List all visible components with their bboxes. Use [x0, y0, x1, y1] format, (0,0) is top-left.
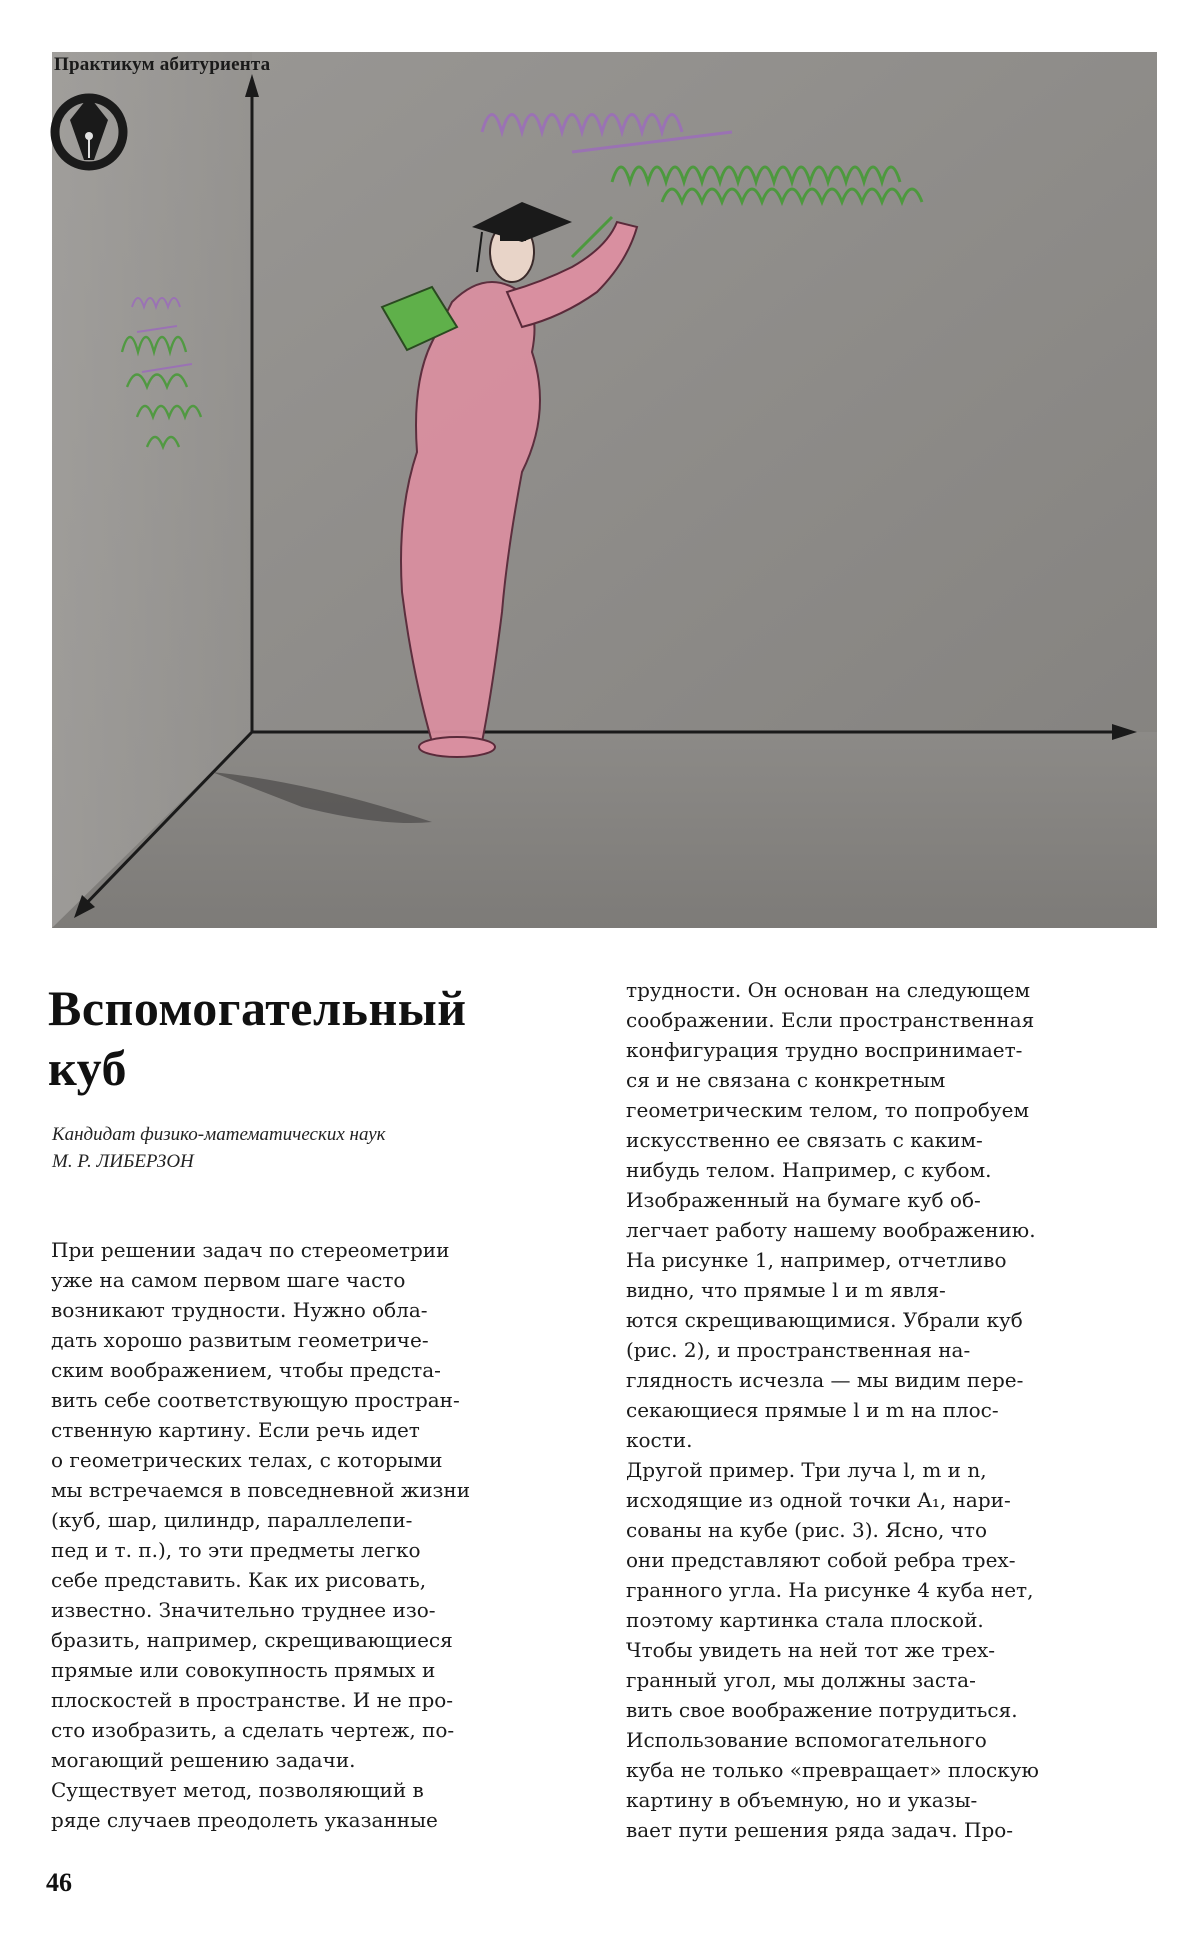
text-line: геометрическим телом, то попробуем: [626, 1098, 1030, 1122]
text-line: легчает работу нашему воображению.: [626, 1218, 1036, 1242]
text-line: куба не только «превращает» плоскую: [626, 1758, 1039, 1782]
text-line: гранный угол, мы должны заста-: [626, 1668, 976, 1692]
text-line: (рис. 2), и пространственная на-: [626, 1338, 971, 1362]
text-line: дать хорошо развитым геометриче-: [51, 1328, 429, 1352]
author-degree: Кандидат физико-математических наук: [52, 1124, 386, 1145]
text-line: уже на самом первом шаге часто: [51, 1268, 406, 1292]
text-line: Существует метод, позволяющий в: [51, 1778, 424, 1802]
pen-nib-emblem-icon: [50, 88, 128, 172]
text-line: о геометрических телах, с которыми: [51, 1448, 443, 1472]
text-line: искусственно ее связать с каким-: [626, 1128, 983, 1152]
text-line: глядность исчезла — мы видим пере-: [626, 1368, 1024, 1392]
text-line: поэтому картинка стала плоской.: [626, 1608, 984, 1632]
page-number: 46: [46, 1868, 72, 1897]
text-line: видно, что прямые l и m явля-: [626, 1278, 946, 1302]
text-line: бразить, например, скрещивающиеся: [51, 1628, 453, 1652]
text-line: конфигурация трудно воспринимает-: [626, 1038, 1023, 1062]
text-line: ются скрещивающимися. Убрали куб: [626, 1308, 1023, 1332]
text-line: ся и не связана с конкретным: [626, 1068, 946, 1092]
article-title: [48, 978, 568, 1098]
text-line: прямые или совокупность прямых и: [51, 1658, 436, 1682]
text-line: сто изобразить, а сделать чертеж, по-: [51, 1718, 455, 1742]
section-rubric: Практикум абитуриента: [54, 54, 271, 75]
text-line: гранного угла. На рисунке 4 куба нет,: [626, 1578, 1034, 1602]
author-name: М. Р. ЛИБЕРЗОН: [52, 1151, 194, 1172]
text-line: известно. Значительно труднее изо-: [51, 1598, 436, 1622]
text-line: исходящие из одной точки A₁, нари-: [626, 1488, 1011, 1512]
text-line: Чтобы увидеть на ней тот же трех-: [626, 1638, 996, 1662]
text-line: пед и т. п.), то эти предметы легко: [51, 1538, 421, 1562]
text-line: Использование вспомогательного: [626, 1728, 987, 1752]
text-line: возникают трудности. Нужно обла-: [51, 1298, 428, 1322]
text-line: вить свое воображение потрудиться.: [626, 1698, 1018, 1722]
text-line: ственную картину. Если речь идет: [51, 1418, 420, 1442]
text-line: На рисунке 1, например, отчетливо: [626, 1248, 1007, 1272]
text-line: секающиеся прямые l и m на плос-: [626, 1398, 999, 1422]
text-line: Изображенный на бумаге куб об-: [626, 1188, 981, 1212]
text-line: Другой пример. Три луча l, m и n,: [626, 1458, 987, 1482]
text-line: трудности. Он основан на следующем: [626, 978, 1031, 1002]
text-line: сованы на кубе (рис. 3). Ясно, что: [626, 1518, 988, 1542]
text-line: (куб, шар, цилиндр, параллелепи-: [51, 1508, 413, 1532]
scholar-writing-on-wall-illustration: [52, 52, 1157, 928]
title-line-2: куб: [48, 1040, 127, 1096]
text-line: ряде случаев преодолеть указанные: [51, 1808, 438, 1832]
text-line: плоскостей в пространстве. И не про-: [51, 1688, 454, 1712]
text-line: соображении. Если пространственная: [626, 1008, 1035, 1032]
article-illustration: [52, 52, 1157, 928]
text-line: ским воображением, чтобы предста-: [51, 1358, 441, 1382]
text-line: мы встречаемся в повседневной жизни: [51, 1478, 471, 1502]
text-line: они представляют собой ребра трех-: [626, 1548, 1016, 1572]
text-line: вить себе соответствующую простран-: [51, 1388, 460, 1412]
title-line-1: Вспомогательный: [48, 980, 467, 1036]
text-line: При решении задач по стереометрии: [51, 1238, 450, 1262]
text-line: нибудь телом. Например, с кубом.: [626, 1158, 992, 1182]
text-line: картину в объемную, но и указы-: [626, 1788, 978, 1812]
text-line: кости.: [626, 1428, 693, 1452]
text-line: себе представить. Как их рисовать,: [51, 1568, 427, 1592]
text-line: могающий решению задачи.: [51, 1748, 356, 1772]
text-line: вает пути решения ряда задач. Про-: [626, 1818, 1014, 1842]
